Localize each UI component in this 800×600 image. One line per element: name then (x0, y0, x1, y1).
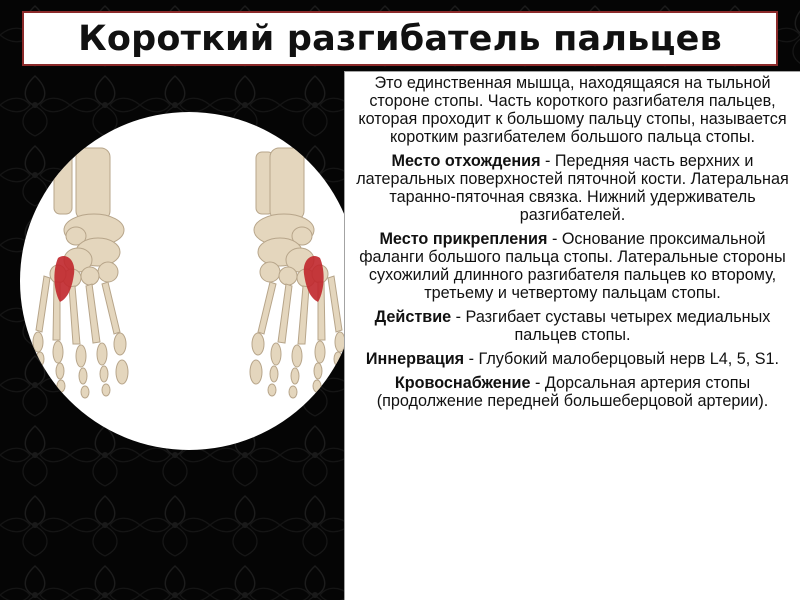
intro-text: Это единственная мышца, находящаяся на тыльной стороне стопы. Часть короткого разгибателя пальцев, которая проходит к большому пальцу стопы, называется коротким разгибателем большого пальца стопы. (358, 74, 787, 146)
foot-skeleton-illustration (20, 112, 358, 450)
insertion-text: - Основание проксимальной фаланги большого пальца стопы. Латеральные стороны сухожилий длинного разгибателя пальцев ко второму, третьему и четвертому пальцам стопы. (359, 230, 786, 302)
innervation-text: - Глубокий малоберцовый нерв L4, 5, S1. (464, 350, 780, 368)
action-label: Действие (374, 308, 452, 326)
blood-supply-label: Кровоснабжение (394, 374, 531, 392)
intro-paragraph (353, 74, 792, 146)
blood-supply-paragraph (353, 374, 792, 410)
blood-supply-text: - Дорсальная артерия стопы (продолжение передней большеберцовой артерии). (376, 374, 769, 410)
origin-label: Место отхождения (391, 152, 541, 170)
action-paragraph (353, 308, 792, 344)
title-box (22, 11, 778, 66)
insertion-label: Место прикрепления (379, 230, 548, 248)
action-text: - Разгибает суставы четырех медиальных пальцев стопы. (451, 308, 771, 344)
origin-text: - Передняя часть верхних и латеральных поверхностей пяточной кости. Латеральная таранно-пяточная связка. Нижний удерживатель разгибателей. (356, 152, 789, 224)
insertion-paragraph (353, 230, 792, 302)
innervation-paragraph (353, 350, 792, 368)
innervation-label: Иннервация (365, 350, 465, 368)
illustration-circle (20, 112, 358, 450)
origin-paragraph (353, 152, 792, 224)
slide-title: Короткий разгибатель пальцев (78, 18, 722, 59)
description-panel (344, 71, 800, 600)
